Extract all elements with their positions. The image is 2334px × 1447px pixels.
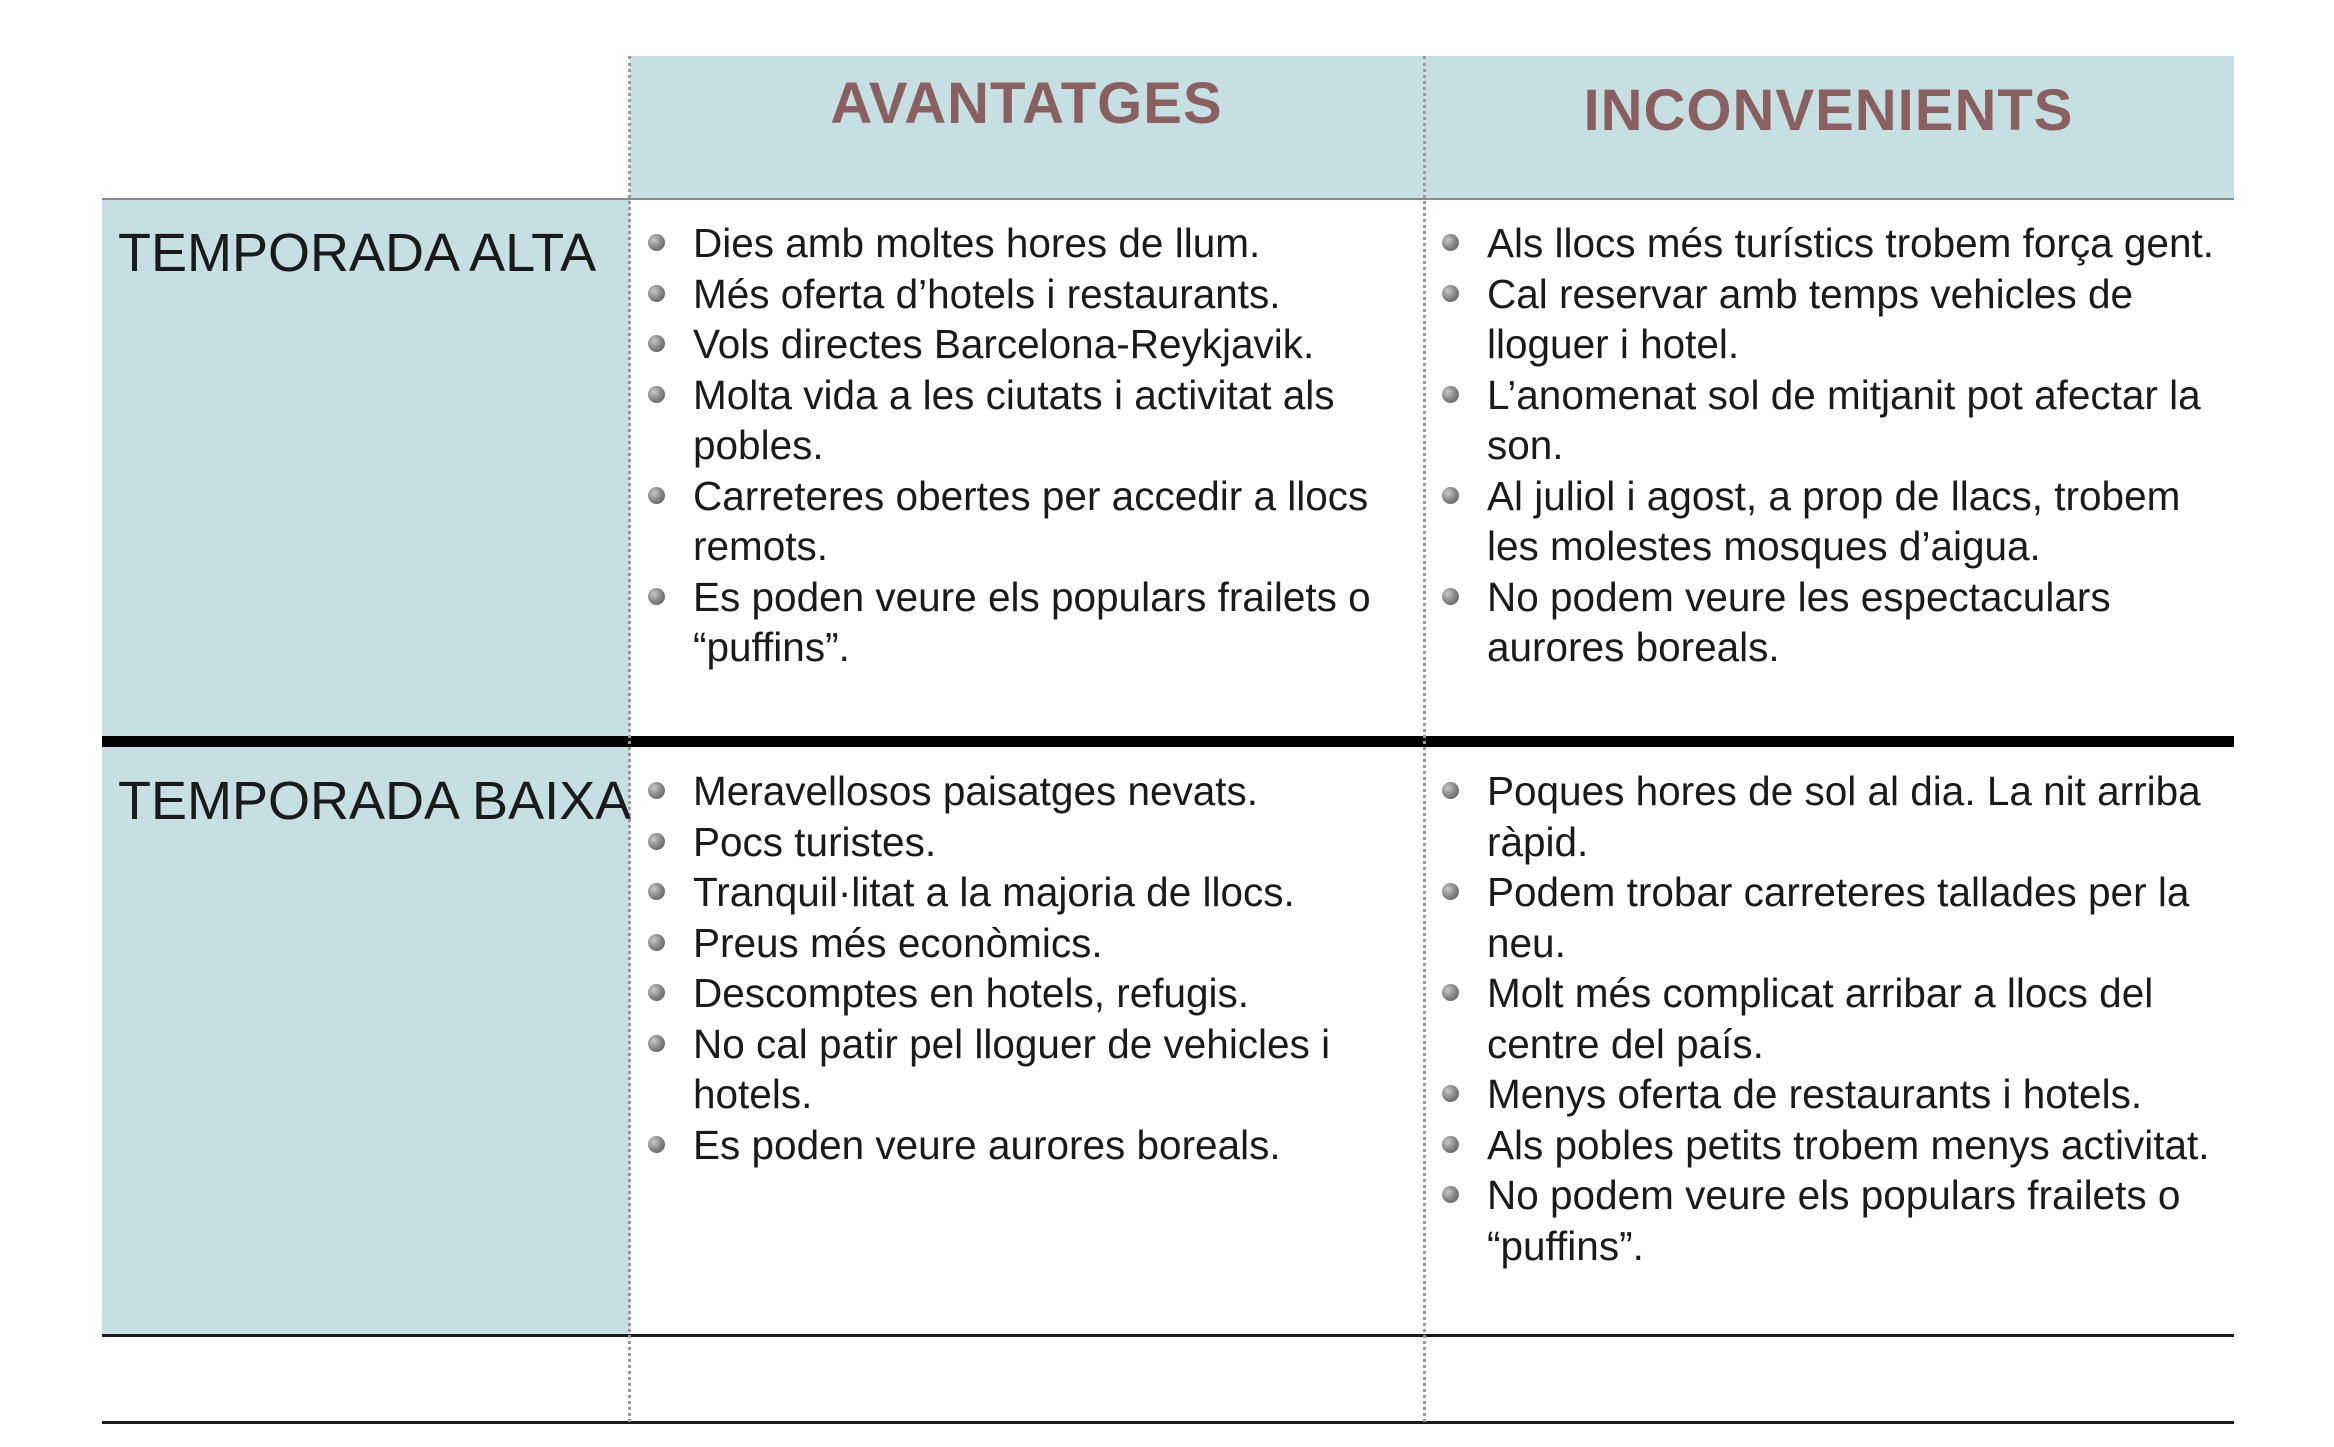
bullet-dot-icon — [648, 285, 665, 302]
bullet-dot-icon — [648, 386, 665, 403]
bullet-dot-icon — [648, 782, 665, 799]
list-item — [648, 370, 1390, 471]
row-label-low-season: TEMPORADA BAIXA — [118, 771, 632, 831]
table-bottom-border — [102, 1334, 2234, 1337]
bullet-dot-icon — [648, 833, 665, 850]
cell-low-season-disadvantages — [1442, 766, 2222, 1271]
list-item — [1442, 471, 2222, 572]
row-label-high-season: TEMPORADA ALTA — [118, 223, 597, 283]
column-header-disadvantages: INCONVENIENTS — [1583, 78, 2074, 143]
list-item-text: Més oferta d’hotels i restaurants. — [693, 270, 1281, 317]
list-item — [648, 867, 1390, 918]
bullet-dot-icon — [648, 335, 665, 352]
list-item — [648, 471, 1390, 572]
list-item — [1442, 968, 2222, 1069]
bullet-dot-icon — [648, 934, 665, 951]
cell-high-season-disadvantages — [1442, 218, 2222, 673]
list-item-text: Tranquil·litat a la majoria de llocs. — [693, 869, 1295, 915]
bullet-dot-icon — [1442, 487, 1459, 504]
list-item — [648, 1019, 1390, 1120]
list-item — [1442, 218, 2222, 269]
list-item-text: Preus més econòmics. — [693, 919, 1103, 966]
list-item-text: Poques hores de sol al dia. La nit arriba ràpid. — [1487, 768, 2201, 865]
column-divider-left — [628, 56, 631, 1422]
list-item-text: No podem veure les espectaculars aurores boreals. — [1487, 573, 2111, 670]
list-item — [648, 817, 1390, 868]
bullet-dot-icon — [1442, 234, 1459, 251]
list-item — [1442, 269, 2222, 370]
bullet-dot-icon — [1442, 1136, 1459, 1153]
row-divider-thick — [102, 736, 2234, 747]
list-item-text: No podem veure els populars frailets o “puffins”. — [1487, 1172, 2181, 1269]
column-header-advantages: AVANTATGES — [830, 71, 1223, 136]
list-item — [648, 572, 1390, 673]
bullet-dot-icon — [648, 1035, 665, 1052]
list-item-text: Descomptes en hotels, refugis. — [693, 970, 1250, 1016]
list-item-text: Als pobles petits trobem menys activitat. — [1487, 1121, 2210, 1168]
list-item-text: Es poden veure els populars frailets o “puffins”. — [693, 573, 1371, 670]
bullet-dot-icon — [1442, 1186, 1459, 1203]
bullet-dot-icon — [648, 487, 665, 504]
list-item-text: Vols directes Barcelona-Reykjavik. — [693, 321, 1315, 367]
bullet-dot-icon — [1442, 285, 1459, 302]
list-item — [1442, 1120, 2222, 1171]
list-item-text: Als llocs més turístics trobem força gent. — [1487, 220, 2214, 266]
bullet-dot-icon — [648, 234, 665, 251]
list-item-text: Podem trobar carreteres tallades per la neu. — [1487, 869, 2190, 966]
list-item — [648, 319, 1390, 370]
list-item-text: Carreteres obertes per accedir a llocs remots. — [693, 472, 1369, 569]
list-item — [1442, 1170, 2222, 1271]
list-item-text: Meravellosos paisatges nevats. — [693, 768, 1259, 814]
list-item — [648, 918, 1390, 969]
list-item-text: Es poden veure aurores boreals. — [693, 1121, 1281, 1168]
bullet-dot-icon — [1442, 782, 1459, 799]
header-divider — [102, 198, 2234, 200]
list-item-text: Cal reservar amb temps vehicles de lloguer i hotel. — [1487, 270, 2134, 367]
bullet-dot-icon — [1442, 1085, 1459, 1102]
list-item — [1442, 370, 2222, 471]
bullet-dot-icon — [1442, 984, 1459, 1001]
bullet-dot-icon — [648, 1136, 665, 1153]
list-item-text: L’anomenat sol de mitjanit pot afectar la son. — [1487, 371, 2201, 468]
bullet-dot-icon — [1442, 588, 1459, 605]
list-item — [1442, 766, 2222, 867]
cell-low-season-advantages — [648, 766, 1390, 1170]
list-item — [648, 1120, 1390, 1171]
table-footer-border — [102, 1421, 2234, 1424]
list-item-text: Molta vida a les ciutats i activitat als pobles. — [693, 371, 1335, 468]
list-item — [648, 269, 1390, 320]
list-item-text: Molt més complicat arribar a llocs del centre del país. — [1487, 970, 2154, 1067]
bullet-dot-icon — [648, 588, 665, 605]
list-item — [648, 766, 1390, 817]
bullet-dot-icon — [648, 984, 665, 1001]
list-item-text: Menys oferta de restaurants i hotels. — [1487, 1071, 2143, 1117]
list-item — [648, 218, 1390, 269]
cell-high-season-advantages — [648, 218, 1390, 673]
row-label-column-background — [102, 199, 630, 1336]
bullet-dot-icon — [1442, 883, 1459, 900]
bullet-dot-icon — [648, 883, 665, 900]
list-item — [1442, 1069, 2222, 1120]
list-item — [1442, 572, 2222, 673]
column-divider-right — [1423, 56, 1426, 1422]
list-item — [1442, 867, 2222, 968]
list-item-text: Al juliol i agost, a prop de llacs, trobem les molestes mosques d’aigua. — [1487, 472, 2181, 569]
list-item-text: Pocs turistes. — [693, 818, 937, 865]
list-item-text: No cal patir pel lloguer de vehicles i hotels. — [693, 1020, 1331, 1117]
bullet-dot-icon — [1442, 386, 1459, 403]
list-item-text: Dies amb moltes hores de llum. — [693, 220, 1261, 266]
list-item — [648, 968, 1390, 1019]
